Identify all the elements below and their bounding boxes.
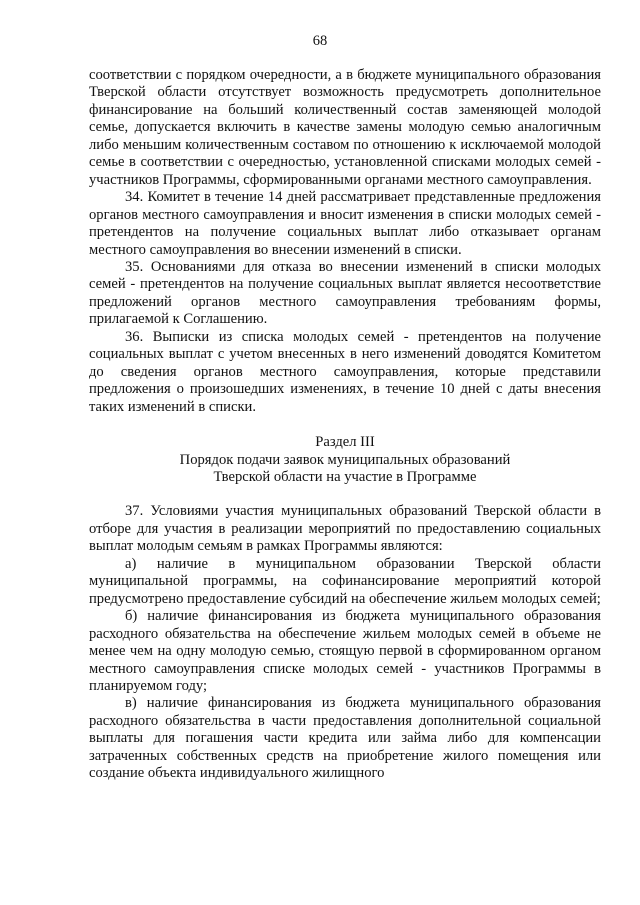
paragraph-37: 37. Условиями участия муниципальных образований Тверской области в отборе для участия в реализации мероприятий по предоставлению социальных выплат молодым семьям в рамках Программы являются: — [89, 503, 601, 555]
paragraph-continuation: соответствии с порядком очередности, а в бюджете муниципального образования Тверской области отсутствует возможность предусмотреть дополнительное финансирование на больший количественный состав заменяющей молодой семье, допускается включить в качестве замены молодую семью аналогичным либо меньшим количественным составом по отношению к исключаемой молодой семье в соответствии с очередностью, установленной списками молодых семей - участников Программы, сформированными органами местного самоуправления. — [89, 67, 601, 188]
paragraph-36: 36. Выписки из списка молодых семей - претендентов на получение социальных выплат с учетом внесенных в него изменений доводятся Комитетом до сведения органов местного самоуправления, которые представили предложения о произошедших изменениях, в течение 10 дней с даты внесения таких изменений в списки. — [89, 328, 601, 415]
section-label: Раздел III — [315, 434, 375, 451]
paragraph-37-b: б) наличие финансирования из бюджета муниципального образования расходного обязательства на обеспечение жильем молодых семей в объеме не менее чем на одну молодую семью, стоящую первой в сформированном органом местного самоуправления списке молодых семей - участников Программы в планируемом году; — [89, 608, 601, 694]
document-body — [89, 67, 601, 783]
section-heading — [89, 434, 601, 486]
paragraph-35: 35. Основаниями для отказа во внесении изменений в списки молодых семей - претендентов на получение социальных выплат является несоответствие предложений органов местного самоуправления требованиям формы, прилагаемой к Соглашению. — [89, 258, 601, 328]
paragraph-37-v: в) наличие финансирования из бюджета муниципального образования расходного обязательства в части предоставления дополнительной социальной выплаты для погашения части кредита или займа либо для компенсации затраченных собственных средств на приобретение жилого помещения или создание объекта индивидуального жилищного — [89, 695, 601, 782]
section-title-line-2: Тверской области на участие в Программе — [213, 468, 477, 485]
paragraph-37-a: а) наличие в муниципальном образовании Тверской области муниципальной программы, на софинансирование мероприятий которой предусмотрено предоставление субсидий на обеспечение жильем молодых семей; — [89, 555, 601, 607]
page-number: 68 — [312, 33, 328, 49]
section-title-line-1: Порядок подачи заявок муниципальных образований — [179, 451, 511, 468]
paragraph-34: 34. Комитет в течение 14 дней рассматривает представленные предложения органов местного самоуправления и вносит изменения в списки молодых семей - претендентов на получение социальных выплат либо отказывает органам местного самоуправления во внесении изменений в списки. — [89, 189, 601, 258]
